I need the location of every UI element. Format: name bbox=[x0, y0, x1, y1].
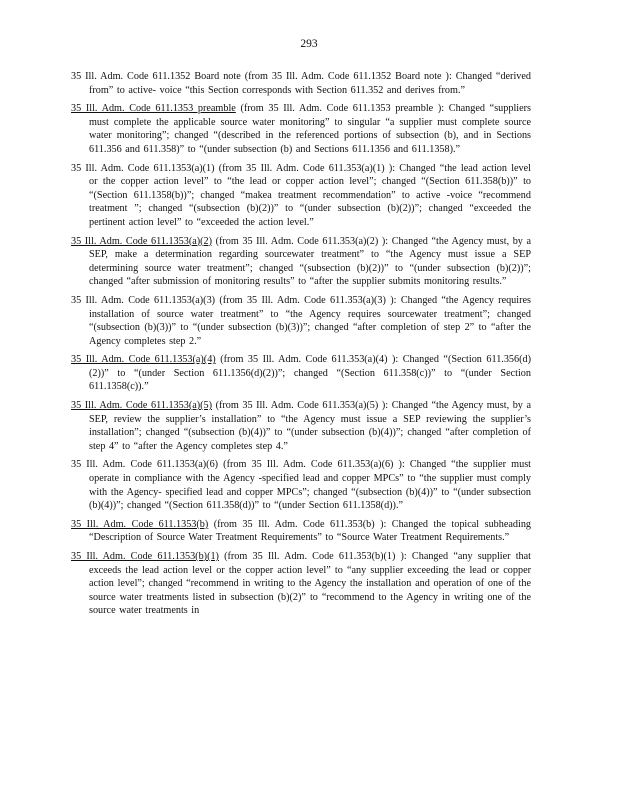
entry-ref: 35 Ill. Adm. Code 611.1353(b) bbox=[71, 518, 209, 530]
entry-text: Board note (from 35 Ill. Adm. Code 611.1352 Board note ): Changed “derived from” to active- voice “this Section corresponds with Section 611.352 and derives from.” bbox=[89, 71, 531, 96]
entry-ref: 35 Ill. Adm. Code 611.1352 bbox=[71, 71, 191, 82]
entry-text: (from 35 Ill. Adm. Code 611.353(a)(5) ): Changed “the Agency must, by a SEP, review the supplier’s installation” to “the Agency must issue a SEP reviewing the supplier’s installation”; changed “(subsection (b)(4))” to “(under subsection (b)(4))”; changed “after completion of step 4” to “after the Agency completes step 4.” bbox=[89, 400, 531, 452]
entry-6 bbox=[71, 353, 531, 394]
entry-4 bbox=[71, 235, 531, 289]
entry-text: (from 35 Ill. Adm. Code 611.353(a)(6) ): Changed “the supplier must operate in compliance with the Agency -specified lead and copper MPCs” to “the supplier must comply with the Agency- specified lead and copper MPCs”; changed “(subsection (b)(4))” to “(under subsection (b)(4))”; changed “(Section 611.358(d))” to “(under Section 611.1358(d)).” bbox=[89, 459, 531, 512]
entry-5 bbox=[71, 294, 531, 348]
document-body bbox=[71, 70, 531, 623]
entry-10 bbox=[71, 550, 531, 618]
entry-ref: 35 Ill. Adm. Code 611.1353(a)(3) bbox=[71, 294, 216, 306]
entry-7 bbox=[71, 399, 531, 453]
entry-9 bbox=[71, 518, 531, 545]
entry-text: (from 35 Ill. Adm. Code 611.353(a)(1) ): Changed “the lead action level or the copper action level” to “the lead or copper action level”; changed “(Section 611.358(b))” to “(Section 611.1358(b))”; changed “makea treatment recommendation” to active -voice “recommend treatment ”; changed “(subsection (b)(2))” to “(under subsection (b)(2))”; changed “exceeded the pertinent action level” to “exceeded the action level.” bbox=[89, 162, 531, 228]
entry-3 bbox=[71, 162, 531, 230]
entry-ref: 35 Ill. Adm. Code 611.1353(b)(1) bbox=[71, 551, 219, 562]
entry-text: (from 35 Ill. Adm. Code 611.1353 preamble ): Changed “suppliers must complete the applicable source water monitoring” to singular “a supplier must complete source water monitoring”; changed “(described in the referenced portions of subsection (b), and in Sections 611.356 and 611.358)” to “(under subsection (b) and Sections 611.1356 and 611.1358).” bbox=[89, 103, 531, 155]
entry-2 bbox=[71, 102, 531, 156]
entry-ref: 35 Ill. Adm. Code 611.1353(a)(4) bbox=[71, 354, 216, 366]
entry-text: (from 35 Ill. Adm. Code 611.353(a)(3) ): Changed “the Agency requires installation of source water treatment” to “the Agency requires sourcewater treatment”; changed “(subsection (b)(3))” to “(under subsection (b)(3))”; changed “after completion of step 2” to “after the Agency completes step 2.” bbox=[89, 294, 531, 347]
entry-text: (from 35 Ill. Adm. Code 611.353(a)(2) ): Changed “the Agency must, by a SEP, make a determination regarding sourcewater treatment” to “the Agency must issue a SEP determining source water treatment”; changed “(subsection (b)(2))” to “(under subsection (b)(2))”; changed “after submission of monitoring results” to “after the supplier submits monitoring results.” bbox=[89, 235, 531, 288]
entry-1 bbox=[71, 70, 531, 97]
entry-ref: 35 Ill. Adm. Code 611.1353(a)(2) bbox=[71, 235, 213, 247]
entry-8 bbox=[71, 458, 531, 512]
entry-text: (from 35 Ill. Adm. Code 611.353(b) ): Changed the topical subheading “Description of Source Water Treatment Requirements” to “Source Water Treatment Requirements.” bbox=[89, 518, 532, 544]
entry-ref: 35 Ill. Adm. Code 611.1353(a)(1) bbox=[71, 162, 215, 174]
entry-ref: 35 Ill. Adm. Code 611.1353(a)(5) bbox=[71, 400, 213, 412]
entry-ref: 35 Ill. Adm. Code 611.1353 preamble bbox=[71, 103, 236, 115]
entry-text: (from 35 Ill. Adm. Code 611.353(b)(1) ): Changed “any supplier that exceeds the lead action level or the copper action level” to “any supplier exceeding the lead or copper action level”; changed “recommend in writing to the Agency the installation and operation of one of the source water treatments listed in subsection (b)(2)” to “recommend to the Agency in writing one of the source water treatments in bbox=[89, 551, 532, 617]
page-number: 293 bbox=[300, 38, 318, 50]
entry-text: (from 35 Ill. Adm. Code 611.353(a)(4) ): Changed “(Section 611.356(d)(2))” to “(under Section 611.1356(d)(2))”; changed “(Section 611.358(c))” to “(under Section 611.1358(c)).” bbox=[89, 354, 532, 393]
entry-ref: 35 Ill. Adm. Code 611.1353(a)(6) bbox=[71, 459, 219, 471]
